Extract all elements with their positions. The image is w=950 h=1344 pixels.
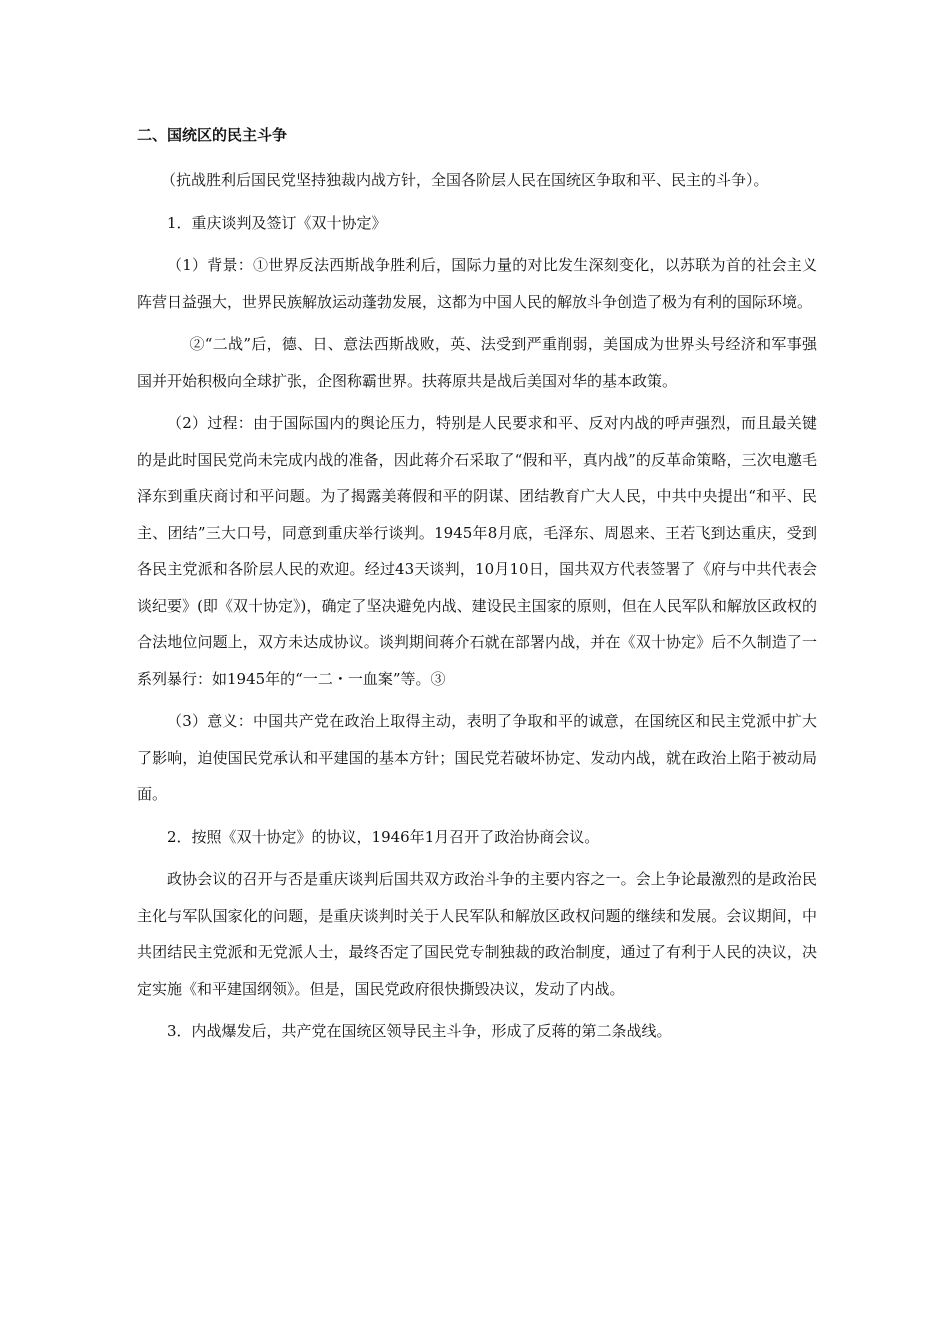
intro-paragraph: （抗战胜利后国民党坚持独裁内战方针，全国各阶层人民在国统区争取和平、民主的斗争）。 <box>161 171 769 189</box>
process-paragraph: （2）过程：由于国际国内的舆论压力，特别是人民要求和平、反对内战的呼声强烈，而且最关键的是此时国民党尚未完成内战的准备，因此蒋介石采取了“假和平，真内战”的反革命策略，三次电邀毛泽东到重庆商讨和平问题。为了揭露美蒋假和平的阴谋、团结教育广大人民，中共中央提出“和平、民主、团结”三大口号，同意到重庆举行谈判。1945年8月底，毛泽东、周恩来、王若飞到达重庆，受到各民主党派和各阶层人民的欢迎。经过43天谈判，10月10日，国共双方代表签署了《府与中共代表会谈纪要》(即《双十协定》)，确定了坚决避免内战、建设民主国家的原则，但在人民军队和解放区政权的合法地位问题上，双方未达成协议。谈判期间蒋介石就在部署内战，并在《双十协定》后不久制造了一系列暴行：如1945年的“一二・一血案”等。③ <box>137 414 817 688</box>
item1-title: 1．重庆谈判及签订《双十协定》 <box>167 213 387 232</box>
item2-title: 2．按照《双十协定》的协议，1946年1月召开了政治协商会议。 <box>167 827 600 846</box>
background-paragraph-1: （1）背景：①世界反法西斯战争胜利后，国际力量的对比发生深刻变化，以苏联为首的社会主义阵营日益强大，世界民族解放运动蓬勃发展，这都为中国人民的解放斗争创造了极为有利的国际环境。 <box>137 256 817 311</box>
item2-body: 政协会议的召开与否是重庆谈判后国共双方政治斗争的主要内容之一。会上争论最激烈的是政治民主化与军队国家化的问题，是重庆谈判时关于人民军队和解放区政权问题的继续和发展。会议期间，中共团结民主党派和无党派人士，最终否定了国民党专制独裁的政治制度，通过了有利于人民的决议，决定实施《和平建国纲领》。但是，国民党政府很快撕毁决议，发动了内战。 <box>137 870 817 998</box>
item3-title: 3．内战爆发后，共产党在国统区领导民主斗争，形成了反蒋的第二条战线。 <box>167 1022 672 1040</box>
background-paragraph-2: ②“二战”后，德、日、意法西斯战败，英、法受到严重削弱，美国成为世界头号经济和军事强国并开始积极向全球扩张，企图称霸世界。扶蒋原共是战后美国对华的基本政策。 <box>137 335 817 390</box>
document-body <box>137 122 817 1056</box>
section-title: 二、国统区的民主斗争 <box>137 126 288 144</box>
significance-paragraph: （3）意义：中国共产党在政治上取得主动，表明了争取和平的诚意，在国统区和民主党派中扩大了影响，迫使国民党承认和平建国的基本方针；国民党若破坏协定、发动内战，就在政治上陷于被动局面。 <box>137 712 817 803</box>
